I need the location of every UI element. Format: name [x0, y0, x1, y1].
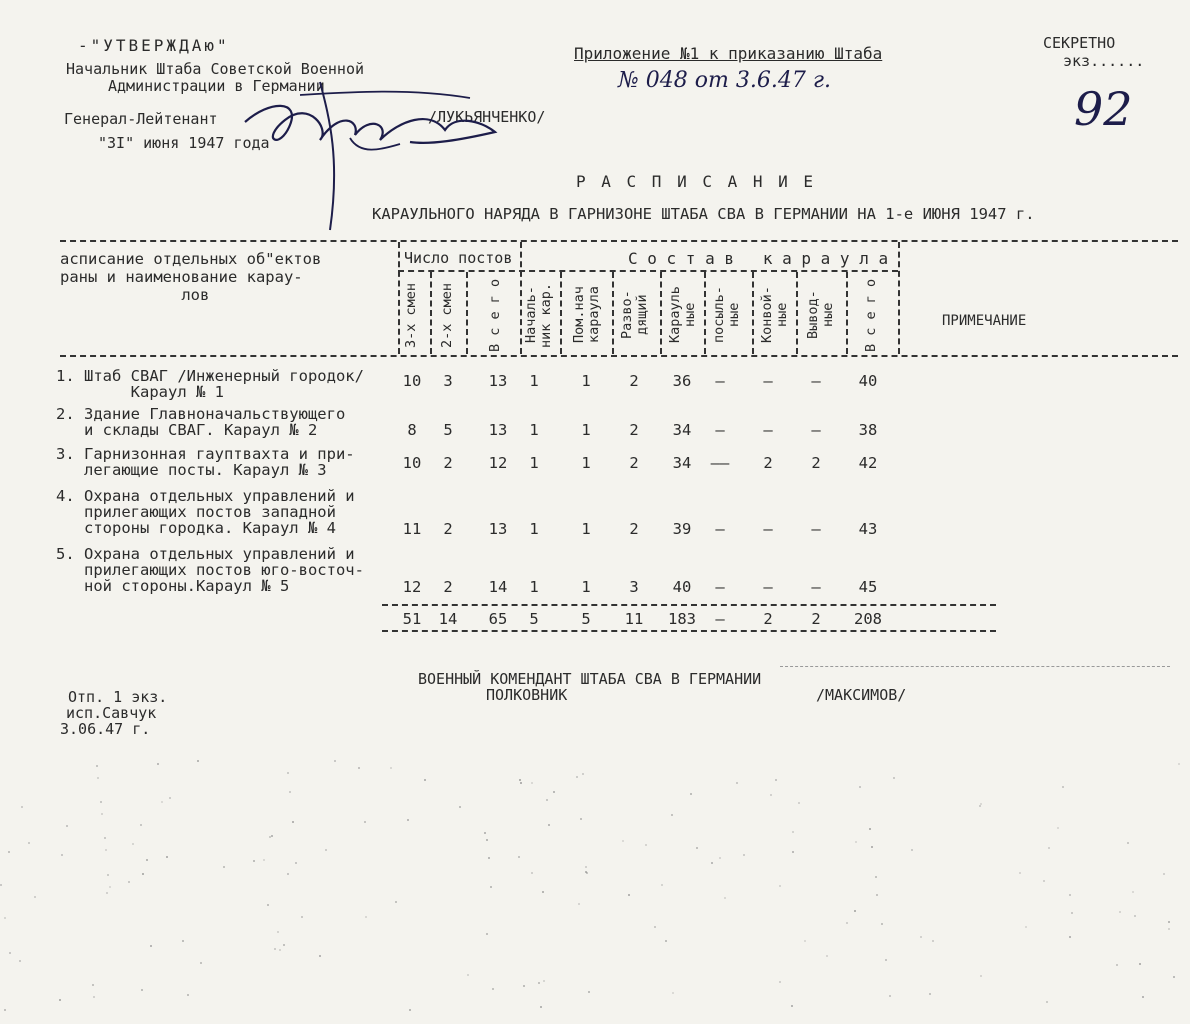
scan-speck	[4, 917, 6, 919]
doc-title: Р А С П И С А Н И Е	[576, 172, 817, 191]
scan-speck	[9, 952, 11, 954]
scan-speck	[295, 862, 297, 864]
footer-date: 3.06.47 г.	[60, 720, 151, 738]
row-name: 3. Гарнизонная гауптвахта и при- легающие посты. Караул № 3	[56, 445, 355, 479]
total-cell: 65	[488, 610, 508, 628]
scan-speck	[869, 828, 871, 830]
row-cell: 1	[529, 421, 539, 439]
appendix-text: Приложение №1 к приказанию Штаба	[574, 44, 883, 63]
scan-speck	[1168, 928, 1170, 930]
scan-speck	[424, 779, 426, 781]
scan-speck	[267, 904, 269, 906]
row-cell: 1	[581, 578, 591, 596]
row-cell: 2	[629, 421, 639, 439]
scan-speck	[182, 940, 184, 942]
scan-speck	[486, 933, 488, 935]
row-cell: 2	[629, 454, 639, 472]
scan-speck	[319, 955, 321, 957]
row-cell: 13	[488, 520, 508, 538]
scan-speck	[791, 1005, 793, 1007]
row-cell: 40	[672, 578, 692, 596]
col-divider	[612, 272, 614, 354]
scan-speck	[92, 984, 94, 986]
row-name: 1. Штаб СВАГ /Инженерный городок/ Караул № 1	[56, 367, 364, 401]
scan-speck	[301, 916, 303, 918]
scan-speck	[523, 985, 525, 987]
scan-speck	[488, 857, 490, 859]
scan-speck	[486, 839, 488, 841]
subheader-escorts: Конвой- ные	[759, 286, 790, 344]
scan-speck	[490, 886, 492, 888]
row-cell: –	[715, 372, 725, 390]
row-cell: –	[763, 520, 773, 538]
scan-speck	[1071, 912, 1073, 914]
scan-speck	[585, 866, 587, 868]
scan-speck	[743, 854, 745, 856]
total-cell: 183	[668, 610, 696, 628]
doc-subtitle: КАРАУЛЬНОГО НАРЯДА В ГАРНИЗОНЕ ШТАБА СВА В ГЕРМАНИИ НА 1-е ИЮНЯ 1947 г.	[372, 205, 1035, 223]
scan-speck	[271, 835, 273, 837]
scan-speck	[279, 949, 281, 951]
subheader-guard-chief: Началь- ник кар.	[523, 282, 554, 348]
scan-speck	[4, 1009, 6, 1011]
appendix-handwritten: № 048 от 3.6.47 г.	[618, 68, 831, 93]
subheader-sentries: Карауль ные	[667, 286, 698, 344]
row-cell: 1	[529, 372, 539, 390]
subheader-escorting: Вывод- ные	[805, 290, 836, 340]
scan-speck	[876, 894, 878, 896]
row-cell: 1	[581, 421, 591, 439]
scan-speck	[576, 776, 578, 778]
scan-speck	[671, 814, 673, 816]
row-name: 4. Охрана отдельных управлений и прилегающих постов западной стороны городка. Караул № 4	[56, 487, 355, 537]
row-cell: 3	[629, 578, 639, 596]
scan-speck	[61, 854, 63, 856]
approval-line1: Начальник Штаба Советской Военной	[66, 60, 365, 78]
col-divider	[466, 272, 468, 354]
scan-speck	[661, 884, 663, 886]
scan-speck	[770, 794, 772, 796]
scan-speck	[889, 995, 891, 997]
table-top-rule	[60, 240, 1178, 242]
approval-name: /ЛУКЬЯНЧЕНКО/	[428, 108, 546, 126]
footer-executor: исп.Савчук	[66, 704, 157, 722]
scan-speck	[804, 940, 806, 942]
scan-speck	[287, 772, 289, 774]
subheader-2-shift: 2-х смен	[439, 282, 455, 348]
scan-speck	[586, 872, 588, 874]
total-cell: 11	[624, 610, 644, 628]
scan-speck	[141, 989, 143, 991]
row-cell: 1	[581, 520, 591, 538]
scan-speck	[1025, 926, 1027, 928]
scan-speck	[1178, 763, 1180, 765]
row-cell: 1	[529, 520, 539, 538]
scan-speck	[1019, 872, 1021, 874]
row-cell: 2	[629, 372, 639, 390]
total-cell: –	[715, 610, 725, 628]
scan-speck	[1173, 976, 1175, 978]
row-cell: 36	[672, 372, 692, 390]
row-cell: 45	[858, 578, 878, 596]
totals-top-rule	[382, 604, 996, 606]
row-cell: 14	[488, 578, 508, 596]
scan-speck	[881, 923, 883, 925]
scan-speck	[365, 916, 367, 918]
group-posts-header: Число постов	[404, 249, 513, 267]
row-cell: 42	[858, 454, 878, 472]
row-cell: 2	[443, 578, 453, 596]
scan-speck	[390, 767, 392, 769]
col-name-header: асписание отдельных об"ектов раны и наименование карау- лов	[60, 250, 322, 304]
subheader-messengers: посыль- ные	[711, 286, 742, 344]
scan-speck	[334, 760, 336, 762]
row-cell: 10	[402, 372, 422, 390]
scan-speck	[407, 819, 409, 821]
subheader-posts-total: В с е г о	[487, 278, 503, 352]
col-divider	[846, 272, 848, 354]
group-guard-header: С о с т а в к а р а у л а	[628, 249, 889, 268]
row-cell: –	[811, 372, 821, 390]
row-cell: 1	[581, 454, 591, 472]
scan-speck	[920, 936, 922, 938]
signature-rule	[780, 666, 1170, 667]
col-divider	[898, 242, 900, 354]
row-cell: –	[715, 578, 725, 596]
scan-speck	[531, 872, 533, 874]
scan-speck	[1127, 842, 1129, 844]
row-cell: –	[763, 372, 773, 390]
scan-speck	[0, 884, 2, 886]
total-cell: 5	[529, 610, 539, 628]
scan-speck	[21, 806, 23, 808]
row-cell: 5	[443, 421, 453, 439]
scan-speck	[287, 873, 289, 875]
scan-speck	[1069, 894, 1071, 896]
scan-speck	[854, 910, 856, 912]
scan-speck	[672, 992, 674, 994]
commandant-name: /МАКСИМОВ/	[816, 686, 907, 704]
scan-speck	[645, 844, 647, 846]
scan-speck	[885, 959, 887, 961]
scan-speck	[979, 805, 981, 807]
scan-speck	[106, 892, 108, 894]
scan-speck	[484, 832, 486, 834]
col-divider	[520, 242, 522, 354]
scan-speck	[1134, 915, 1136, 917]
col-divider	[430, 272, 432, 354]
scan-speck	[263, 859, 265, 861]
col-divider	[752, 272, 754, 354]
subheader-guard-total: В с е г о	[863, 278, 879, 352]
scan-speck	[107, 874, 109, 876]
scan-speck	[253, 860, 255, 862]
scan-speck	[197, 760, 199, 762]
scan-speck	[101, 813, 103, 815]
scan-speck	[169, 797, 171, 799]
scan-speck	[292, 821, 294, 823]
row-cell: –	[811, 520, 821, 538]
scan-speck	[719, 857, 721, 859]
scan-speck	[109, 886, 111, 888]
col-divider	[560, 272, 562, 354]
scan-speck	[893, 777, 895, 779]
scan-speck	[846, 922, 848, 924]
scan-speck	[665, 940, 667, 942]
scan-speck	[1132, 891, 1134, 893]
scan-speck	[93, 996, 95, 998]
scan-speck	[1048, 847, 1050, 849]
scan-speck	[97, 777, 99, 779]
row-cell: –	[763, 421, 773, 439]
scan-speck	[150, 945, 152, 947]
approval-title: -"УТВЕРЖДАю"	[78, 36, 230, 55]
scan-speck	[161, 801, 163, 803]
scan-speck	[711, 862, 713, 864]
scan-speck	[518, 856, 520, 858]
scan-speck	[582, 773, 584, 775]
subheader-assistant-chief: Пом.нач карaула	[571, 286, 602, 344]
sheet-number: 92	[1074, 82, 1133, 136]
scan-speck	[779, 981, 781, 983]
scan-speck	[1142, 996, 1144, 998]
row-cell: 12	[488, 454, 508, 472]
scan-speck	[1069, 936, 1071, 938]
scan-speck	[467, 974, 469, 976]
scan-speck	[358, 767, 360, 769]
scan-speck	[66, 825, 68, 827]
row-cell: 1	[529, 454, 539, 472]
scan-speck	[1116, 964, 1118, 966]
note-header: ПРИМЕЧАНИЕ	[942, 313, 1027, 329]
scan-speck	[540, 1006, 542, 1008]
scan-speck	[736, 782, 738, 784]
row-cell: ––	[710, 454, 730, 472]
scan-speck	[364, 821, 366, 823]
scan-speck	[105, 849, 107, 851]
scan-speck	[792, 831, 794, 833]
scan-speck	[200, 962, 202, 964]
scan-speck	[622, 840, 624, 842]
row-cell: 11	[402, 520, 422, 538]
scan-speck	[142, 873, 144, 875]
scan-speck	[19, 960, 21, 962]
scan-speck	[325, 849, 327, 851]
scan-speck	[223, 866, 225, 868]
scan-speck	[395, 901, 397, 903]
row-cell: 34	[672, 454, 692, 472]
scan-speck	[871, 846, 873, 848]
row-cell: –	[811, 578, 821, 596]
scan-speck	[628, 894, 630, 896]
scan-speck	[459, 806, 461, 808]
scan-speck	[543, 980, 545, 982]
scan-speck	[859, 786, 861, 788]
row-cell: –	[715, 520, 725, 538]
row-cell: 2	[629, 520, 639, 538]
scan-speck	[277, 931, 279, 933]
row-cell: –	[811, 421, 821, 439]
scan-speck	[932, 940, 934, 942]
scan-speck	[654, 926, 656, 928]
scan-speck	[546, 799, 548, 801]
scan-speck	[855, 841, 857, 843]
scan-speck	[1043, 880, 1045, 882]
row-cell: 1	[581, 372, 591, 390]
row-cell: 8	[407, 421, 417, 439]
total-cell: 51	[402, 610, 422, 628]
scan-speck	[792, 851, 794, 853]
scan-speck	[289, 791, 291, 793]
approval-rank: Генерал-Лейтенант	[64, 110, 218, 128]
row-cell: 12	[402, 578, 422, 596]
scan-speck	[1046, 1001, 1048, 1003]
row-cell: –	[715, 421, 725, 439]
commandant-line1: ВОЕННЫЙ КОМЕНДАНТ ШТАБА СВА В ГЕРМАНИИ	[418, 670, 762, 688]
row-cell: 40	[858, 372, 878, 390]
col-divider	[660, 272, 662, 354]
scan-speck	[578, 903, 580, 905]
scan-speck	[1062, 786, 1064, 788]
scan-speck	[724, 897, 726, 899]
row-cell: 38	[858, 421, 878, 439]
scan-speck	[519, 779, 521, 781]
approval-line2: Администрации в Германии	[108, 77, 325, 95]
scan-speck	[283, 944, 285, 946]
row-name: 5. Охрана отдельных управлений и прилегающих постов юго-восточ- ной стороны.Караул № 5	[56, 545, 364, 595]
row-cell: –	[763, 578, 773, 596]
scan-speck	[542, 891, 544, 893]
scan-speck	[100, 801, 102, 803]
scan-speck	[1057, 827, 1059, 829]
scan-speck	[580, 818, 582, 820]
col-divider	[398, 242, 400, 354]
row-cell: 13	[488, 372, 508, 390]
scan-speck	[911, 849, 913, 851]
group-header-rule	[398, 270, 898, 272]
scan-speck	[409, 1009, 411, 1011]
commandant-line2: ПОЛКОВНИК	[486, 686, 568, 704]
scan-speck	[146, 859, 148, 861]
row-cell: 2	[443, 520, 453, 538]
scan-speck	[8, 851, 10, 853]
scan-speck	[779, 885, 781, 887]
scan-speck	[157, 763, 159, 765]
col-divider	[704, 272, 706, 354]
scan-speck	[553, 791, 555, 793]
header-bottom-rule	[60, 355, 1178, 357]
scan-speck	[28, 842, 30, 844]
col-divider	[796, 272, 798, 354]
scan-speck	[492, 988, 494, 990]
row-cell: 2	[443, 454, 453, 472]
scan-speck	[1119, 911, 1121, 913]
scan-speck	[140, 824, 142, 826]
subheader-corporal: Разво- дящий	[619, 290, 650, 340]
scan-speck	[690, 793, 692, 795]
scan-speck	[775, 779, 777, 781]
total-cell: 2	[811, 610, 821, 628]
scan-speck	[128, 881, 130, 883]
scan-speck	[274, 948, 276, 950]
totals-bottom-rule	[382, 630, 996, 632]
scan-speck	[980, 975, 982, 977]
scan-speck	[187, 994, 189, 996]
subheader-3-shift: 3-х смен	[403, 282, 419, 348]
row-cell: 3	[443, 372, 453, 390]
total-cell: 2	[763, 610, 773, 628]
scan-speck	[1168, 921, 1170, 923]
row-cell: 43	[858, 520, 878, 538]
footer-copies: Отп. 1 экз.	[68, 688, 168, 706]
row-cell: 2	[763, 454, 773, 472]
scan-speck	[696, 847, 698, 849]
scan-speck	[520, 782, 522, 784]
scan-speck	[588, 991, 590, 993]
scan-speck	[34, 896, 36, 898]
scan-speck	[1163, 873, 1165, 875]
scan-speck	[269, 836, 271, 838]
scan-speck	[59, 999, 61, 1001]
row-cell: 34	[672, 421, 692, 439]
total-cell: 5	[581, 610, 591, 628]
scan-speck	[531, 782, 533, 784]
scan-speck	[132, 843, 134, 845]
scan-speck	[96, 765, 98, 767]
scan-speck	[798, 802, 800, 804]
scan-speck	[875, 876, 877, 878]
row-name: 2. Здание Главноначальствующего и склады СВАГ. Караул № 2	[56, 405, 346, 439]
scan-speck	[166, 856, 168, 858]
scan-speck	[826, 955, 828, 957]
row-cell: 2	[811, 454, 821, 472]
secrecy-label: СЕКРЕТНО	[1043, 34, 1116, 52]
scan-speck	[548, 824, 550, 826]
scan-speck	[929, 993, 931, 995]
row-cell: 13	[488, 421, 508, 439]
row-cell: 10	[402, 454, 422, 472]
secrecy-copy: экз......	[1063, 52, 1145, 70]
approval-date: "3I" июня 1947 года	[98, 134, 270, 152]
row-cell: 39	[672, 520, 692, 538]
row-cell: 1	[529, 578, 539, 596]
total-cell: 208	[854, 610, 882, 628]
total-cell: 14	[438, 610, 458, 628]
scan-speck	[1139, 963, 1141, 965]
scan-speck	[538, 982, 540, 984]
scan-speck	[104, 837, 106, 839]
